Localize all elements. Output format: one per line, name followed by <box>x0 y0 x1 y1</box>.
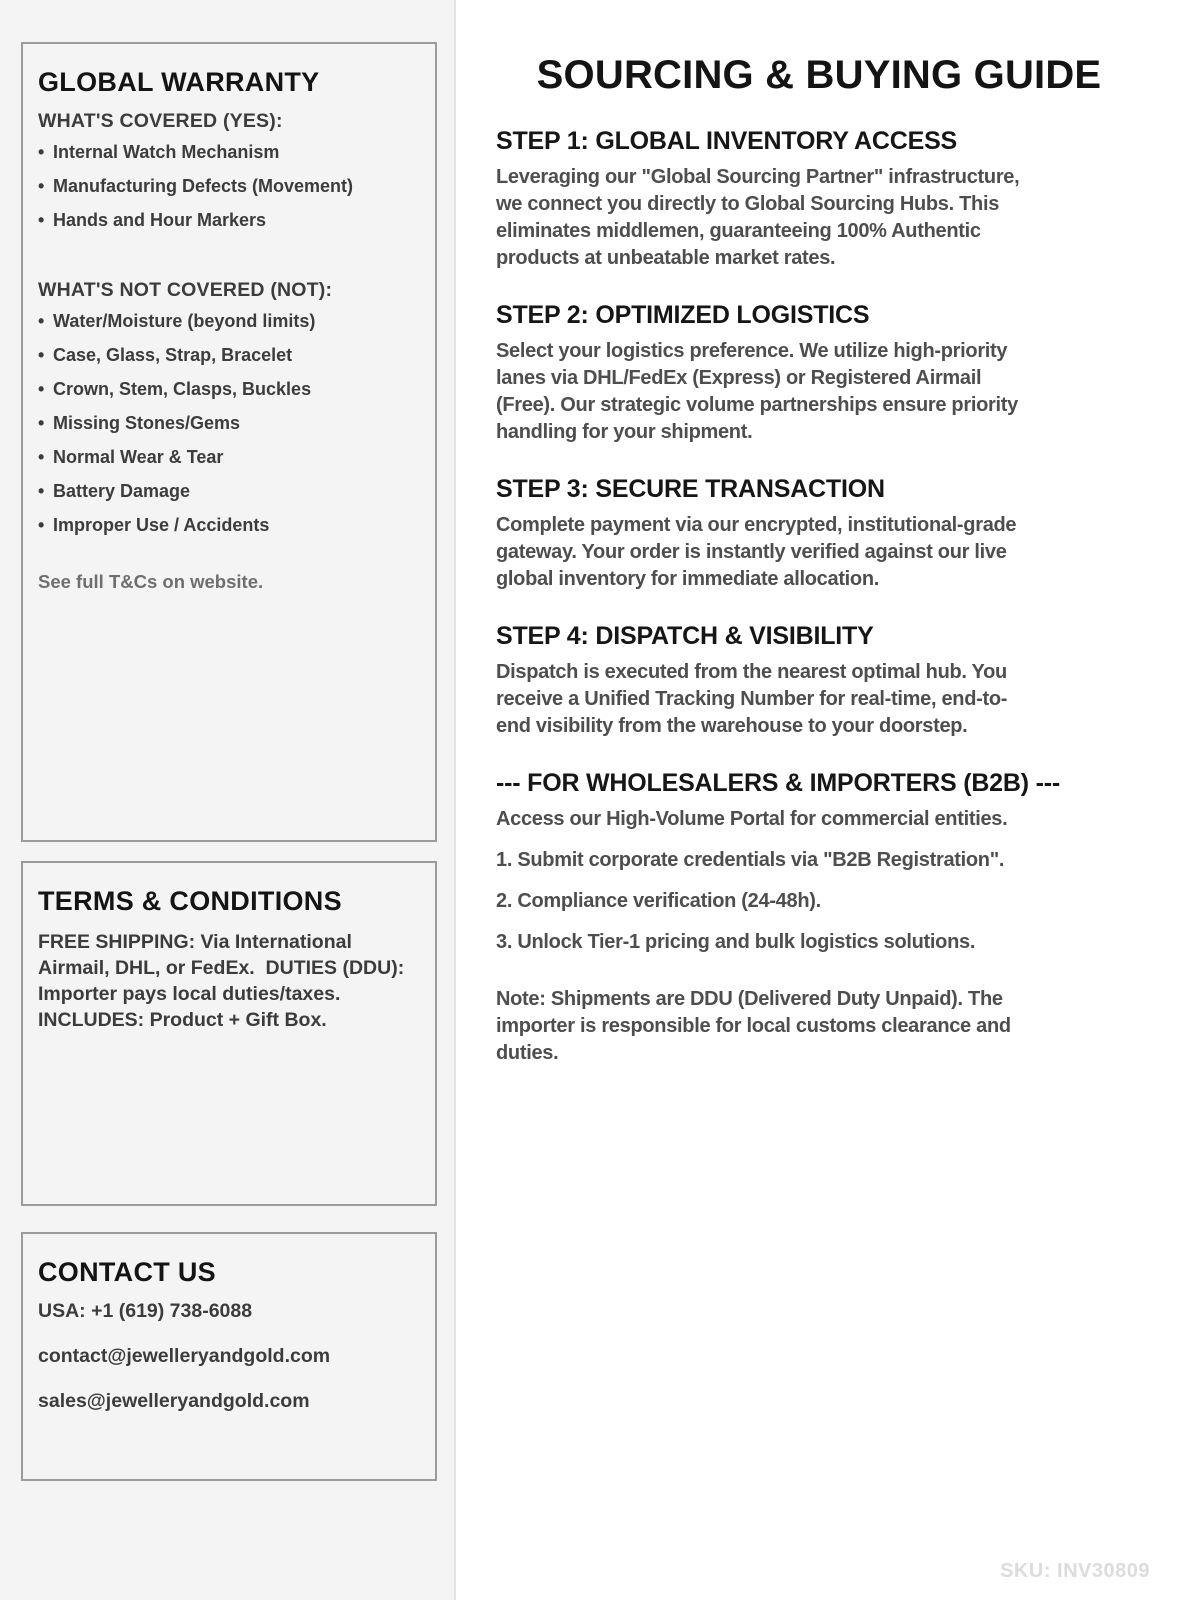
not-covered-item: • Improper Use / Accidents <box>38 514 419 536</box>
warranty-card <box>21 42 437 842</box>
guide-sections <box>458 126 1200 1067</box>
step-1-heading: STEP 1: GLOBAL INVENTORY ACCESS <box>496 127 958 155</box>
b2b-item-3: 3. Unlock Tier-1 pricing and bulk logistics solutions. <box>496 931 976 953</box>
step-4-heading: STEP 4: DISPATCH & VISIBILITY <box>496 622 874 650</box>
b2b-heading: --- FOR WHOLESALERS & IMPORTERS (B2B) --- <box>496 769 1060 797</box>
contact-card <box>21 1232 437 1481</box>
contact-phone: USA: +1 (619) 738-6088 <box>38 1299 253 1322</box>
contact-email-primary: contact@jewelleryandgold.com <box>38 1345 331 1368</box>
contact-title: CONTACT US <box>38 1257 216 1287</box>
step-2-heading: STEP 2: OPTIMIZED LOGISTICS <box>496 301 870 329</box>
not-covered-item: • Water/Moisture (beyond limits) <box>38 310 419 332</box>
warranty-title: GLOBAL WARRANTY <box>38 67 320 97</box>
terms-title: TERMS & CONDITIONS <box>38 886 342 916</box>
not-covered-heading: WHAT'S NOT COVERED (NOT): <box>38 279 333 302</box>
covered-item: • Manufacturing Defects (Movement) <box>38 175 419 197</box>
step-4-body: Dispatch is executed from the nearest optimal hub. You receive a Unified Tracking Number for real-time, end-to-end visibility from the warehouse to your doorstep. <box>496 661 1008 737</box>
sku-label: SKU: INV30809 <box>1000 1560 1150 1582</box>
covered-list <box>38 141 419 231</box>
page-title: SOURCING & BUYING GUIDE <box>536 53 1102 97</box>
warranty-footnote: See full T&Cs on website. <box>38 571 264 593</box>
not-covered-item: • Crown, Stem, Clasps, Buckles <box>38 378 419 400</box>
covered-heading: WHAT'S COVERED (YES): <box>38 109 283 132</box>
terms-card <box>21 861 437 1206</box>
step-3-body: Complete payment via our encrypted, institutional-grade gateway. Your order is instantly verified against our live global inventory for immediate allocation. <box>496 514 1017 590</box>
terms-body: FREE SHIPPING: Via International Airmail, DHL, or FedEx. DUTIES (DDU): Importer pays local duties/taxes. INCLUDES: Product + Gift Box. <box>38 930 410 1031</box>
b2b-item-2: 2. Compliance verification (24-48h). <box>496 890 821 912</box>
main-content <box>458 0 1200 1600</box>
not-covered-item: • Case, Glass, Strap, Bracelet <box>38 344 419 366</box>
covered-item: • Internal Watch Mechanism <box>38 141 419 163</box>
covered-item: • Hands and Hour Markers <box>38 209 419 231</box>
not-covered-item: • Battery Damage <box>38 480 419 502</box>
sidebar <box>0 0 456 1600</box>
step-2-body: Select your logistics preference. We utilize high-priority lanes via DHL/FedEx (Express) or Registered Airmail (Free). Our strategic volume partnerships ensure priority handling for your shipment. <box>496 340 1018 443</box>
b2b-intro: Access our High-Volume Portal for commercial entities. <box>496 808 1008 830</box>
step-1-body: Leveraging our "Global Sourcing Partner" infrastructure, we connect you directly to Global Sourcing Hubs. This eliminates middlemen, guaranteeing 100% Authentic products at unbeatable market rates. <box>496 166 1020 269</box>
not-covered-item: • Missing Stones/Gems <box>38 412 419 434</box>
b2b-note: Note: Shipments are DDU (Delivered Duty Unpaid). The importer is responsible for local customs clearance and duties. <box>496 988 1011 1064</box>
not-covered-list <box>38 310 419 536</box>
not-covered-item: • Normal Wear & Tear <box>38 446 419 468</box>
contact-email-sales: sales@jewelleryandgold.com <box>38 1390 310 1413</box>
step-3-heading: STEP 3: SECURE TRANSACTION <box>496 475 885 503</box>
b2b-item-1: 1. Submit corporate credentials via "B2B Registration". <box>496 849 1005 871</box>
